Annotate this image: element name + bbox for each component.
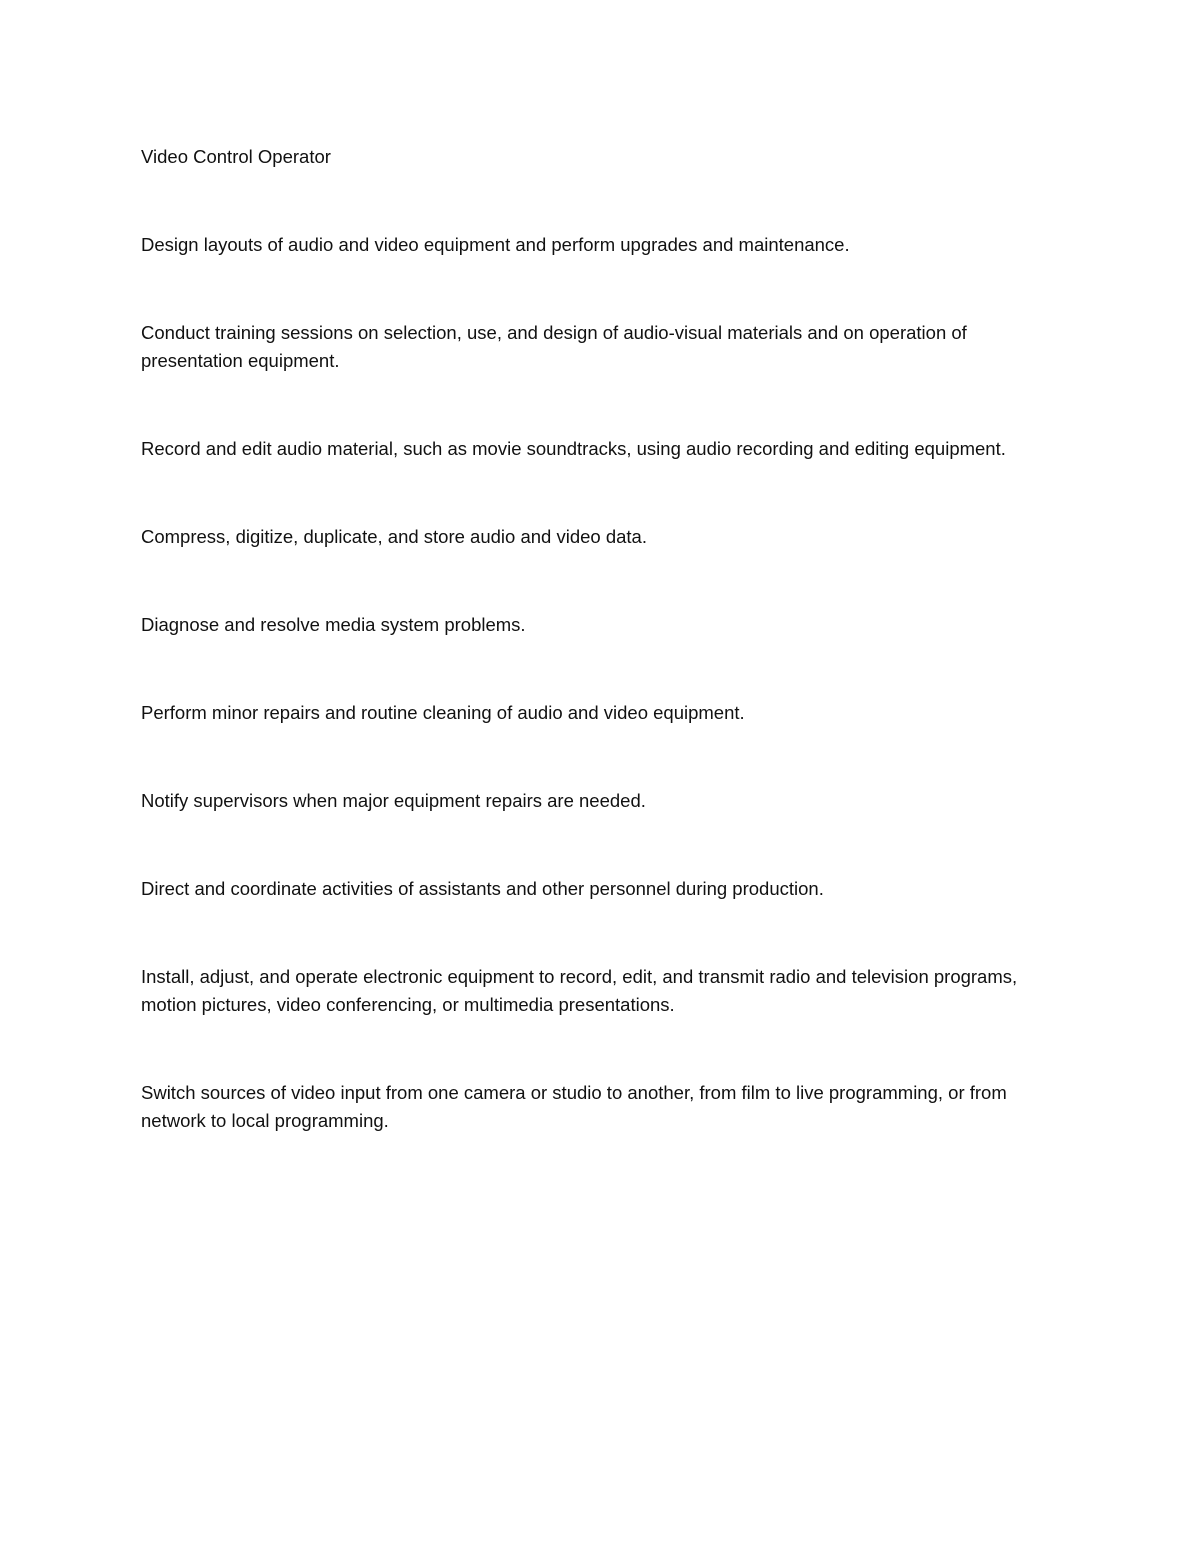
paragraph: Install, adjust, and operate electronic equipment to record, edit, and transmit radio and television programs, motion pictures, video conferencing, or multimedia presentations. (141, 966, 1018, 1015)
paragraph: Notify supervisors when major equipment repairs are needed. (141, 790, 646, 811)
paragraph: Perform minor repairs and routine cleaning of audio and video equipment. (141, 702, 745, 723)
paragraph: Conduct training sessions on selection, use, and design of audio-visual materials and on operation of presentation equipment. (141, 322, 967, 371)
paragraph: Compress, digitize, duplicate, and store audio and video data. (141, 526, 647, 547)
paragraph: Diagnose and resolve media system problems. (141, 614, 526, 635)
paragraph: Direct and coordinate activities of assistants and other personnel during production. (141, 878, 824, 899)
document-title: Video Control Operator (141, 146, 331, 167)
document-body (141, 143, 1061, 1195)
paragraph: Record and edit audio material, such as movie soundtracks, using audio recording and editing equipment. (141, 438, 1006, 459)
paragraph: Switch sources of video input from one camera or studio to another, from film to live programming, or from network to local programming. (141, 1082, 1007, 1131)
paragraph: Design layouts of audio and video equipment and perform upgrades and maintenance. (141, 234, 850, 255)
